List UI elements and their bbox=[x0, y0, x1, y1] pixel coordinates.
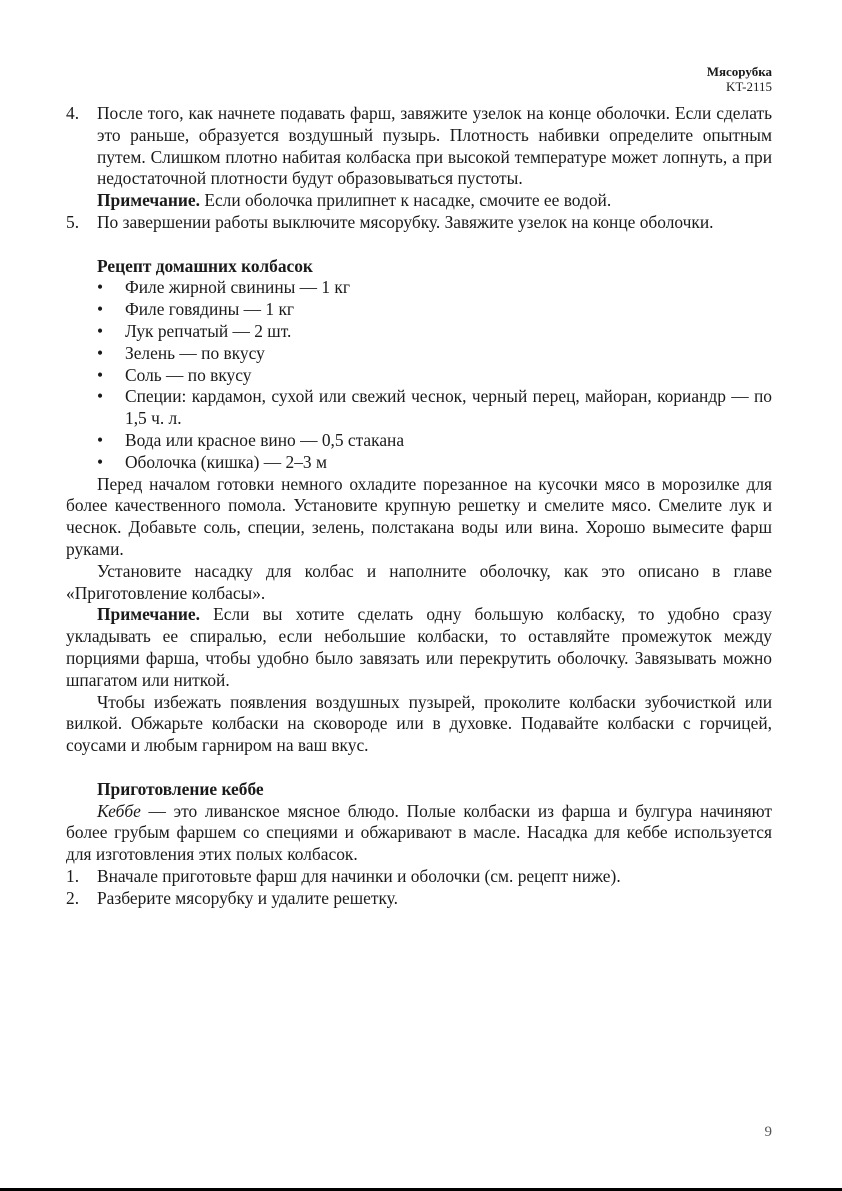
section-heading-kebbe: Приготовление кеббе bbox=[97, 778, 264, 799]
section-heading-recipe: Рецепт домашних колбасок bbox=[97, 255, 313, 276]
ingredient-item: • Оболочка (кишка) — 2–3 м bbox=[97, 452, 772, 474]
note-label: Примечание. bbox=[97, 604, 200, 625]
step-text: Вначале приготовьте фарш для начинки и оболочки (см. рецепт ниже). bbox=[97, 865, 621, 886]
step-text: Разберите мясорубку и удалите решетку. bbox=[97, 887, 398, 908]
intro-text: — это ливанское мясное блюдо. Полые колбаски из фарша и булгура начиняют более грубым фаршем со специями и обжаривают в масле. Насадка для кеббе используется для изготовления этих полых колбасок. bbox=[66, 800, 772, 865]
page-number: 9 bbox=[764, 1124, 772, 1140]
page-content bbox=[66, 103, 772, 909]
step-number: 2. bbox=[66, 887, 80, 908]
note-text: Если вы хотите сделать одну большую колбаску, то удобно сразу укладывать ее спиралью, если небольшие колбаски, то оставляйте промежуток между порциями фарша, чтобы удобно было завязать или перекрутить оболочку. Завязывать можно шпагатом или ниткой. bbox=[66, 604, 772, 690]
step-text: После того, как начнете подавать фарш, завяжите узелок на конце оболочки. Если сделать это раньше, образуется воздушный пузырь. Плотность набивки определите опытным путем. Слишком плотно набитая колбаска при высокой температуре может лопнуть, а при недостаточной плотности будут образовываться пустоты. bbox=[97, 103, 772, 189]
ingredients-list bbox=[66, 277, 772, 473]
ingredient-item: • Соль — по вкусу bbox=[97, 365, 772, 387]
ingredient-item: • Лук репчатый — 2 шт. bbox=[97, 321, 772, 343]
note-paragraph bbox=[66, 604, 772, 691]
body-paragraph: Чтобы избежать появления воздушных пузырей, проколите колбаски зубочисткой или вилкой. Обжарьте колбаски на сковороде или в духовке. Подавайте колбаски с горчицей, соусами и любым гарниром на ваш вкус. bbox=[66, 691, 772, 756]
note-text: Если оболочка прилипнет к насадке, смочите ее водой. bbox=[199, 190, 612, 211]
steps-list-kebbe bbox=[66, 866, 772, 910]
ingredient-item: • Специи: кардамон, сухой или свежий чеснок, черный перец, майоран, кориандр — по 1,5 ч. л. bbox=[97, 386, 772, 430]
step-number: 1. bbox=[66, 865, 80, 886]
step-item bbox=[66, 103, 772, 190]
spacer bbox=[66, 234, 772, 256]
ingredient-item: • Вода или красное вино — 0,5 стакана bbox=[97, 430, 772, 452]
note-paragraph bbox=[66, 190, 772, 212]
steps-list-top-2 bbox=[66, 212, 772, 234]
body-paragraph: Установите насадку для колбас и наполните оболочку, как это описано в главе «Приготовление колбасы». bbox=[66, 560, 772, 603]
step-number: 5. bbox=[66, 211, 80, 232]
step-text: По завершении работы выключите мясорубку. Завяжите узелок на конце оболочки. bbox=[97, 211, 714, 232]
step-item bbox=[66, 212, 772, 234]
steps-list-top bbox=[66, 103, 772, 190]
note-label: Примечание. bbox=[97, 190, 200, 211]
body-paragraph: Перед началом готовки немного охладите порезанное на кусочки мясо в морозилке для более качественного помола. Установите крупную решетку и смелите мясо. Смелите лук и чеснок. Добавьте соль, специи, зелень, полстакана воды или вина. Хорошо вымесите фарш руками. bbox=[66, 473, 772, 559]
ingredient-item: • Филе говядины — 1 кг bbox=[97, 299, 772, 321]
step-number: 4. bbox=[66, 103, 80, 123]
step-item bbox=[66, 866, 772, 888]
ingredient-item: • Филе жирной свинины — 1 кг bbox=[97, 277, 772, 299]
document-page bbox=[66, 0, 772, 1191]
body-paragraph bbox=[66, 801, 772, 866]
spacer bbox=[66, 757, 772, 779]
header-title: Мясорубка bbox=[706, 64, 772, 79]
header-model: KT-2115 bbox=[726, 79, 772, 94]
ingredient-item: • Зелень — по вкусу bbox=[97, 343, 772, 365]
step-item bbox=[66, 888, 772, 910]
running-header bbox=[707, 64, 772, 94]
term-italic: Кеббе bbox=[97, 800, 141, 821]
